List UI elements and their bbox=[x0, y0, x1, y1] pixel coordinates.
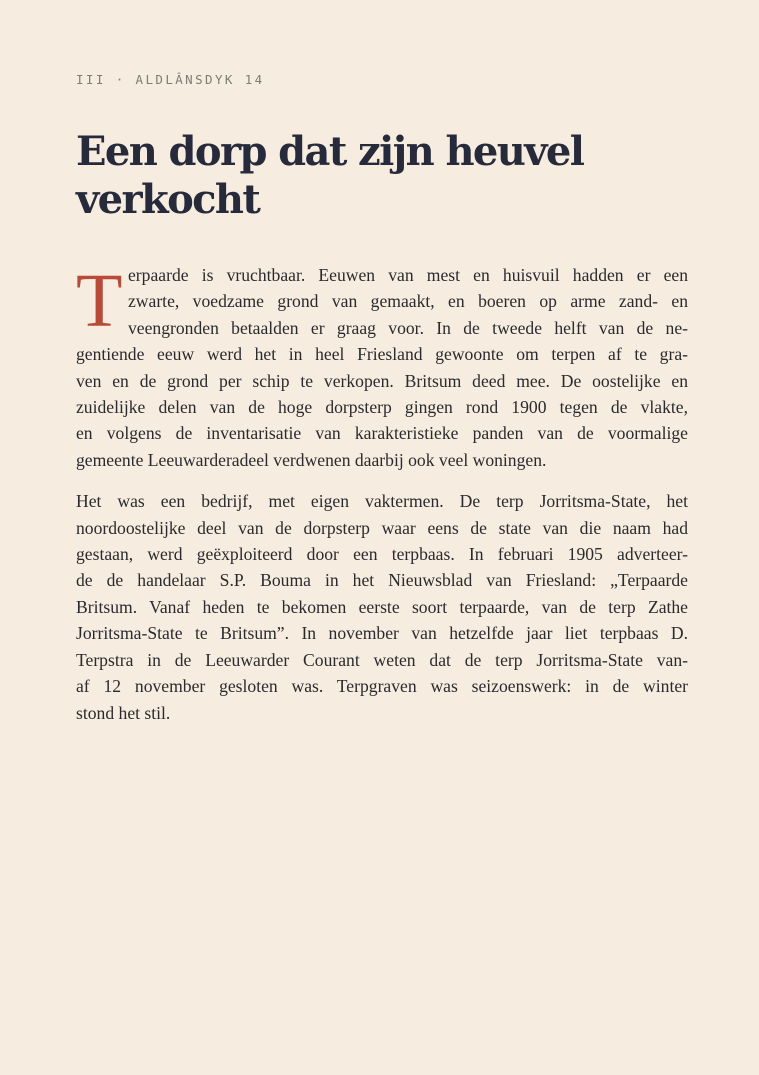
article-body bbox=[76, 259, 688, 726]
text-line: erpaarde is vruchtbaar. Eeuwen van mest en huisvuil hadden er een bbox=[128, 265, 688, 285]
text-line: af 12 november gesloten was. Terpgraven was seizoenswerk: in de winter bbox=[76, 676, 688, 697]
text-line: veengronden betaalden er graag voor. In de tweede helft van de ne- bbox=[128, 317, 688, 338]
title-line: Een dorp dat zijn heuvel bbox=[76, 128, 584, 175]
text-line: gentiende eeuw werd het in heel Friesland gewoonte om terpen af te gra- bbox=[76, 344, 688, 365]
text-line: gestaan, werd geëxploiteerd door een terpbaas. In februari 1905 adverteer- bbox=[76, 544, 688, 565]
title-line: verkocht bbox=[76, 176, 260, 223]
text-line: Jorritsma-State te Britsum”. In november van hetzelfde jaar liet terpbaas D. bbox=[76, 623, 688, 644]
text-line: Het was een bedrijf, met eigen vaktermen. De terp Jorritsma-State, het bbox=[76, 491, 688, 512]
text-line: de de handelaar S.P. Bouma in het Nieuwsblad van Friesland: „Terpaarde bbox=[76, 570, 688, 591]
text-line: zuidelijke delen van de hoge dorpsterp gingen rond 1900 tegen de vlakte, bbox=[76, 397, 688, 418]
text-line: gemeente Leeuwarderadeel verdwenen daarbij ook veel woningen. bbox=[76, 449, 547, 470]
text-line: Terpstra in de Leeuwarder Courant weten dat de terp Jorritsma-State van- bbox=[76, 649, 688, 670]
article-title bbox=[76, 128, 676, 224]
section-kicker: III · ALDLÂNSDYK 14 bbox=[76, 72, 265, 87]
text-line: Britsum. Vanaf heden te bekomen eerste soort terpaarde, van de terp Zathe bbox=[76, 596, 688, 617]
text-line: stond het stil. bbox=[76, 702, 171, 723]
drop-cap: T bbox=[76, 259, 123, 343]
paragraph bbox=[76, 488, 688, 726]
text-line: zwarte, voedzame grond van gemaakt, en boeren op arme zand- en bbox=[128, 291, 688, 312]
text-line: ven en de grond per schip te verkopen. Britsum deed mee. De oostelijke en bbox=[76, 370, 688, 391]
text-line: en volgens de inventarisatie van karakteristieke panden van de voormalige bbox=[76, 423, 688, 444]
paragraph bbox=[76, 259, 688, 473]
text-line: noordoostelijke deel van de dorpsterp waar eens de state van die naam had bbox=[76, 517, 688, 538]
